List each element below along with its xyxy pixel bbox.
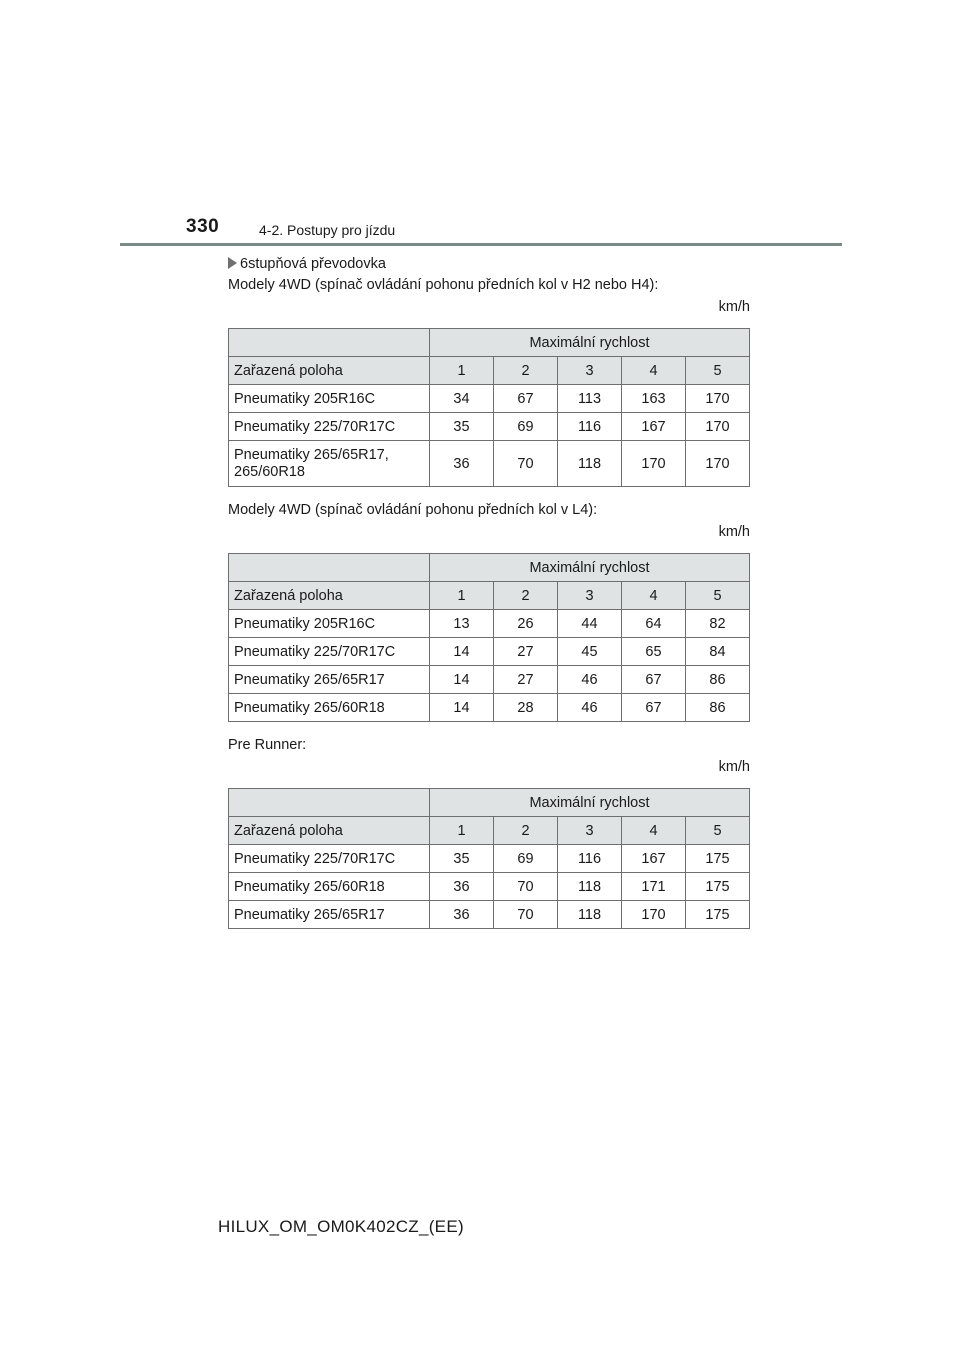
page-number: 330 (186, 216, 220, 237)
triangle-bullet-icon (228, 257, 237, 269)
gear-cell: 3 (558, 817, 622, 845)
gear-cell: 2 (494, 357, 558, 385)
speed-cell: 44 (558, 610, 622, 638)
speed-cell: 26 (494, 610, 558, 638)
speed-cell: 46 (558, 666, 622, 694)
max-speed-header: Maximální rychlost (430, 554, 750, 582)
tire-label-line1: Pneumatiky 265/65R17, (234, 446, 389, 463)
table-header-row (229, 554, 750, 582)
table-row (229, 901, 750, 929)
speed-cell: 167 (622, 413, 686, 441)
table-row (229, 694, 750, 722)
gear-cell: 3 (558, 582, 622, 610)
gear-cell: 5 (686, 357, 750, 385)
speed-table-l4 (228, 553, 750, 722)
speed-cell: 35 (430, 845, 494, 873)
tire-label: Pneumatiky 205R16C (229, 610, 430, 638)
speed-cell: 13 (430, 610, 494, 638)
table-header-row (229, 329, 750, 357)
gear-cell: 1 (430, 357, 494, 385)
speed-cell: 36 (430, 901, 494, 929)
table-row (229, 845, 750, 873)
tire-label: Pneumatiky 205R16C (229, 385, 430, 413)
gear-row (229, 357, 750, 385)
speed-cell: 170 (622, 441, 686, 487)
speed-cell: 27 (494, 666, 558, 694)
speed-cell: 118 (558, 901, 622, 929)
tire-label: Pneumatiky 225/70R17C (229, 845, 430, 873)
tire-label: Pneumatiky 225/70R17C (229, 413, 430, 441)
speed-cell: 70 (494, 901, 558, 929)
speed-cell: 171 (622, 873, 686, 901)
speed-table-pre-runner (228, 788, 750, 929)
speed-cell: 70 (494, 873, 558, 901)
speed-cell: 14 (430, 638, 494, 666)
speed-cell: 170 (686, 413, 750, 441)
speed-cell: 46 (558, 694, 622, 722)
speed-cell: 27 (494, 638, 558, 666)
empty-header-cell (229, 329, 430, 357)
gear-cell: 4 (622, 357, 686, 385)
speed-cell: 35 (430, 413, 494, 441)
caption-h2-h4: Modely 4WD (spínač ovládání pohonu předních kol v H2 nebo H4): (228, 277, 659, 293)
header-rule (120, 243, 842, 246)
tire-label: Pneumatiky 265/60R18 (229, 694, 430, 722)
speed-cell: 36 (430, 873, 494, 901)
tire-label: Pneumatiky 265/60R18 (229, 873, 430, 901)
speed-cell: 69 (494, 845, 558, 873)
unit-label: km/h (718, 759, 750, 775)
unit-label: km/h (718, 524, 750, 540)
table-header-row (229, 789, 750, 817)
tire-label-line2: 265/60R18 (234, 463, 305, 480)
gear-row (229, 582, 750, 610)
gear-cell: 2 (494, 582, 558, 610)
tire-label: Pneumatiky 225/70R17C (229, 638, 430, 666)
speed-cell: 116 (558, 845, 622, 873)
page-content (228, 254, 750, 941)
table-row (229, 610, 750, 638)
speed-cell: 118 (558, 441, 622, 487)
gear-cell: 4 (622, 582, 686, 610)
speed-cell: 163 (622, 385, 686, 413)
speed-cell: 34 (430, 385, 494, 413)
speed-cell: 86 (686, 694, 750, 722)
unit-label: km/h (718, 299, 750, 315)
tire-label: Pneumatiky 265/65R17 (229, 666, 430, 694)
gear-cell: 5 (686, 817, 750, 845)
gear-label: Zařazená poloha (229, 357, 430, 385)
gear-label: Zařazená poloha (229, 817, 430, 845)
caption-pre-runner: Pre Runner: (228, 737, 307, 753)
table-row (229, 666, 750, 694)
speed-cell: 113 (558, 385, 622, 413)
speed-cell: 167 (622, 845, 686, 873)
gear-cell: 5 (686, 582, 750, 610)
empty-header-cell (229, 789, 430, 817)
speed-cell: 67 (622, 666, 686, 694)
table-row (229, 413, 750, 441)
gear-cell: 2 (494, 817, 558, 845)
speed-cell: 36 (430, 441, 494, 487)
speed-cell: 28 (494, 694, 558, 722)
max-speed-header: Maximální rychlost (430, 789, 750, 817)
gear-row (229, 817, 750, 845)
tire-label: Pneumatiky 265/65R17 (229, 901, 430, 929)
table-row (229, 385, 750, 413)
speed-cell: 170 (686, 441, 750, 487)
speed-cell: 45 (558, 638, 622, 666)
speed-cell: 170 (686, 385, 750, 413)
speed-cell: 170 (622, 901, 686, 929)
speed-cell: 175 (686, 845, 750, 873)
speed-cell: 118 (558, 873, 622, 901)
tire-label (229, 441, 430, 487)
speed-cell: 82 (686, 610, 750, 638)
speed-cell: 64 (622, 610, 686, 638)
gear-cell: 1 (430, 582, 494, 610)
speed-cell: 65 (622, 638, 686, 666)
speed-cell: 175 (686, 873, 750, 901)
section-title: 4-2. Postupy pro jízdu (259, 222, 396, 238)
speed-cell: 70 (494, 441, 558, 487)
gear-cell: 4 (622, 817, 686, 845)
table-row (229, 873, 750, 901)
speed-cell: 175 (686, 901, 750, 929)
speed-cell: 86 (686, 666, 750, 694)
empty-header-cell (229, 554, 430, 582)
speed-cell: 84 (686, 638, 750, 666)
gear-cell: 3 (558, 357, 622, 385)
table-row (229, 638, 750, 666)
gear-cell: 1 (430, 817, 494, 845)
document-code: HILUX_OM_OM0K402CZ_(EE) (218, 1217, 464, 1236)
gear-label: Zařazená poloha (229, 582, 430, 610)
speed-cell: 69 (494, 413, 558, 441)
max-speed-header: Maximální rychlost (430, 329, 750, 357)
speed-cell: 14 (430, 694, 494, 722)
speed-cell: 67 (622, 694, 686, 722)
table-row (229, 441, 750, 487)
transmission-heading-text: 6stupňová převodovka (240, 256, 386, 272)
transmission-heading (228, 254, 750, 274)
caption-l4: Modely 4WD (spínač ovládání pohonu předních kol v L4): (228, 502, 598, 518)
speed-cell: 14 (430, 666, 494, 694)
speed-cell: 67 (494, 385, 558, 413)
speed-table-h2-h4 (228, 328, 750, 487)
speed-cell: 116 (558, 413, 622, 441)
